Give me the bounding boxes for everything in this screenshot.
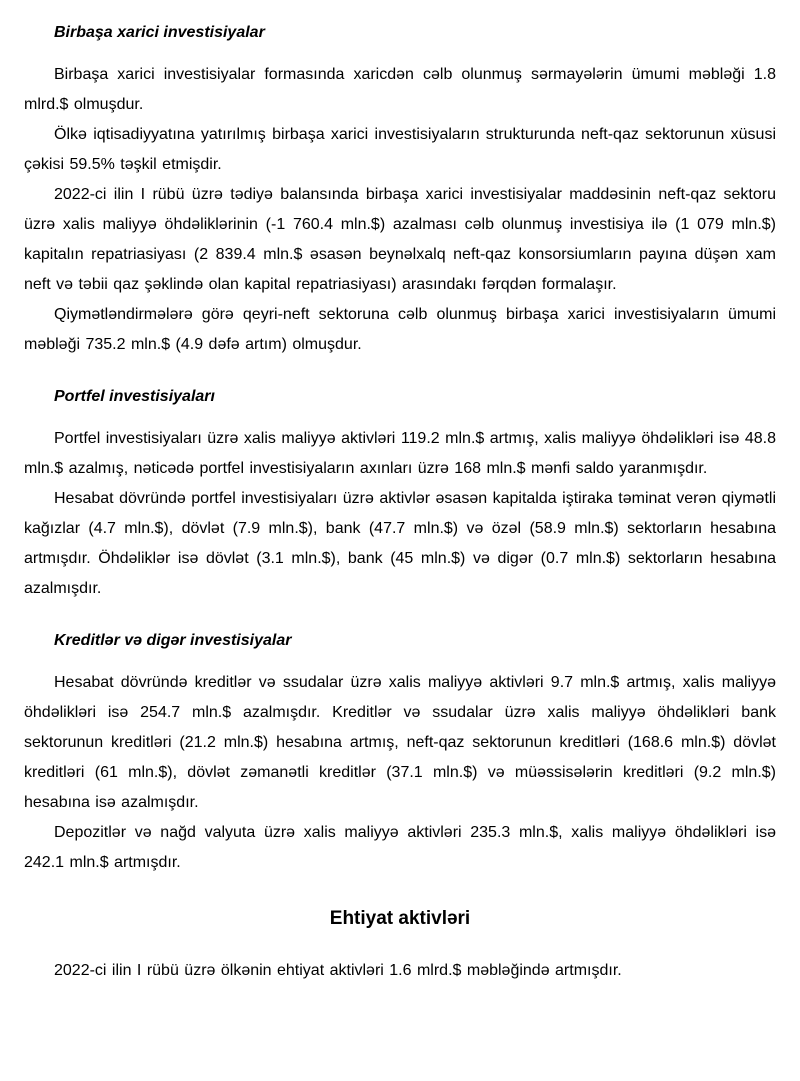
paragraph: Birbaşa xarici investisiyalar formasında xaricdən cəlb olunmuş sərmayələrin ümumi məbləği 1.8 mlrd.$ olmuşdur. bbox=[24, 66, 776, 113]
section-heading-direct-investments: Birbaşa xarici investisiyalar bbox=[54, 24, 265, 41]
paragraph: Qiymətləndirmələrə görə qeyri-neft sektoruna cəlb olunmuş birbaşa xarici investisiyaların ümumi məbləği 735.2 mln.$ (4.9 dəfə artım) olmuşdur. bbox=[24, 306, 776, 353]
paragraph: Hesabat dövründə portfel investisiyaları üzrə aktivlər əsasən kapitalda iştiraka təminat verən qiymətli kağızlar (4.7 mln.$), dövlət (7.9 mln.$), bank (47.7 mln.$) və özəl (58.9 mln.$) sektorların hesabına artmışdır. Öhdəliklər isə dövlət (3.1 mln.$), bank (45 mln.$) və digər (0.7 mln.$) sektorların hesabına azalmışdır. bbox=[24, 490, 776, 597]
section-heading-portfolio-investments: Portfel investisiyaları bbox=[54, 388, 215, 405]
section-heading-reserve-assets: Ehtiyat aktivləri bbox=[329, 908, 471, 929]
section-heading-credits-other-investments: Kreditlər və digər investisiyalar bbox=[54, 632, 292, 649]
paragraph: Portfel investisiyaları üzrə xalis maliyyə aktivləri 119.2 mln.$ artmış, xalis maliyyə öhdəlikləri isə 48.8 mln.$ azalmış, nəticədə portfel investisiyaların axınları üzrə 168 mln.$ mənfi saldo yaranmışdır. bbox=[24, 430, 776, 477]
section-credits-other-investments bbox=[24, 630, 776, 878]
paragraph: 2022-ci ilin I rübü üzrə tədiyə balansında birbaşa xarici investisiyalar maddəsinin neft-qaz sektoru üzrə xalis maliyyə öhdəliklərinin (-1 760.4 mln.$) azalması cəlb olunmuş investisiya ilə (1 079 mln.$) kapitalın repatriasiyası (2 839.4 mln.$ əsasən beynəlxalq neft-qaz konsorsiumların payına düşən xam neft və təbii qaz şəklində olan kapital repatriasiyası) arasındakı fərqdən formalaşır. bbox=[24, 186, 776, 293]
paragraph: Depozitlər və nağd valyuta üzrə xalis maliyyə aktivləri 235.3 mln.$, xalis maliyyə öhdəlikləri isə 242.1 mln.$ artmışdır. bbox=[24, 824, 776, 871]
paragraph: Ölkə iqtisadiyyatına yatırılmış birbaşa xarici investisiyaların strukturunda neft-qaz sektorunun xüsusi çəkisi 59.5% təşkil etmişdir. bbox=[24, 126, 776, 173]
section-portfolio-investments bbox=[24, 386, 776, 604]
section-direct-investments bbox=[24, 22, 776, 360]
paragraph: 2022-ci ilin I rübü üzrə ölkənin ehtiyat aktivləri 1.6 mlrd.$ məbləğində artmışdır. bbox=[54, 962, 622, 979]
paragraph: Hesabat dövründə kreditlər və ssudalar üzrə xalis maliyyə aktivləri 9.7 mln.$ artmış, xalis maliyyə öhdəlikləri isə 254.7 mln.$ azalmışdır. Kreditlər və ssudalar üzrə xalis maliyyə öhdəlikləri bank sektorunun kreditləri (21.2 mln.$) hesabına artmış, neft-qaz sektorunun kreditləri (168.6 mln.$) dövlət kreditləri (61 mln.$), dövlət zəmanətli kreditlər (37.1 mln.$) və müəssisələrin kreditləri (9.2 mln.$) hesabına isə azalmışdır. bbox=[24, 674, 776, 811]
